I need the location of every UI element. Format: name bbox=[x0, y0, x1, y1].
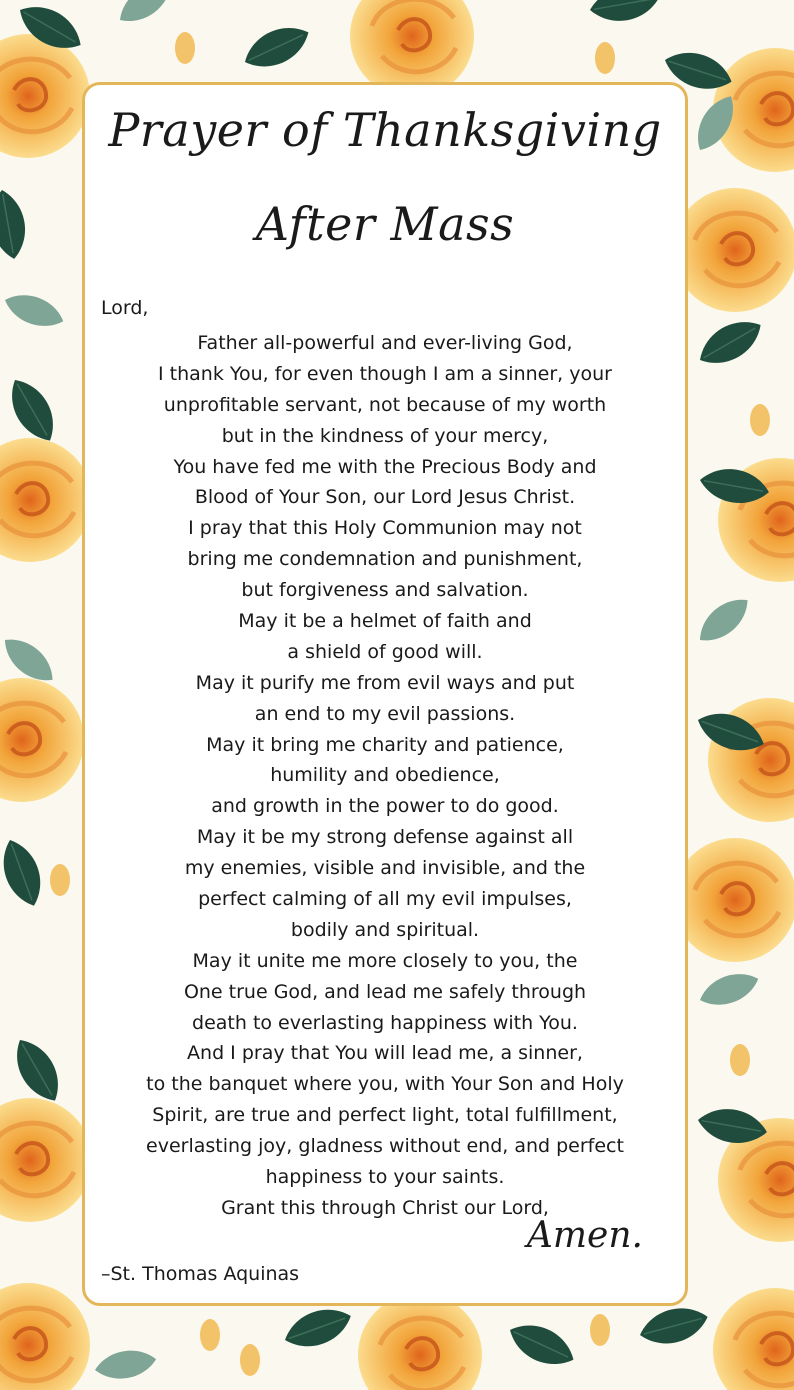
prayer-line: humility and obedience, bbox=[270, 764, 500, 787]
prayer-line: May it be a helmet of faith and bbox=[238, 610, 532, 633]
title-line-2: After Mass bbox=[255, 197, 515, 251]
salutation: Lord, bbox=[101, 297, 149, 319]
prayer-line: Blood of Your Son, our Lord Jesus Christ. bbox=[194, 486, 576, 509]
prayer-line: May it bring me charity and patience, bbox=[206, 733, 564, 756]
prayer-line: I pray that this Holy Communion may not bbox=[188, 517, 582, 540]
prayer-line: Spirit, are true and perfect light, total fulfillment, bbox=[152, 1104, 618, 1127]
prayer-card bbox=[82, 82, 688, 1306]
prayer-line: May it purify me from evil ways and put bbox=[195, 671, 575, 694]
prayer-line: my enemies, visible and invisible, and the bbox=[184, 857, 586, 880]
prayer-line: a shield of good will. bbox=[287, 640, 483, 663]
prayer-line: an end to my evil passions. bbox=[254, 702, 516, 725]
prayer-line: Father all-powerful and ever-living God, bbox=[197, 332, 573, 354]
prayer-line: You have fed me with the Precious Body and bbox=[173, 455, 597, 478]
prayer-line: everlasting joy, gladness without end, and perfect bbox=[146, 1135, 624, 1158]
attribution: –St. Thomas Aquinas bbox=[101, 1263, 300, 1285]
prayer-line: but forgiveness and salvation. bbox=[241, 579, 529, 602]
prayer-line: but in the kindness of your mercy, bbox=[221, 424, 549, 447]
prayer-line: perfect calming of all my evil impulses, bbox=[198, 888, 572, 911]
prayer-text bbox=[85, 328, 685, 1224]
prayer-line: death to everlasting happiness with You. bbox=[192, 1011, 578, 1034]
prayer-line: And I pray that You will lead me, a sinner, bbox=[187, 1042, 583, 1065]
title-line-1: Prayer of Thanksgiving bbox=[108, 103, 662, 157]
prayer-line: and growth in the power to do good. bbox=[211, 795, 559, 818]
prayer-line: unprofitable servant, not because of my worth bbox=[163, 393, 607, 416]
prayer-line: May it unite me more closely to you, the bbox=[192, 949, 578, 972]
closing-amen: Amen. bbox=[526, 1215, 643, 1256]
prayer-line: Grant this through Christ our Lord, bbox=[221, 1196, 549, 1219]
prayer-line: May it be my strong defense against all bbox=[196, 826, 574, 849]
prayer-line: I thank You, for even though I am a sinner, your bbox=[158, 362, 612, 385]
prayer-line: bodily and spiritual. bbox=[290, 918, 480, 941]
prayer-line: One true God, and lead me safely through bbox=[183, 980, 587, 1003]
prayer-line: to the banquet where you, with Your Son and Holy bbox=[146, 1073, 624, 1096]
prayer-line: bring me condemnation and punishment, bbox=[187, 548, 583, 571]
prayer-line: happiness to your saints. bbox=[265, 1166, 505, 1189]
